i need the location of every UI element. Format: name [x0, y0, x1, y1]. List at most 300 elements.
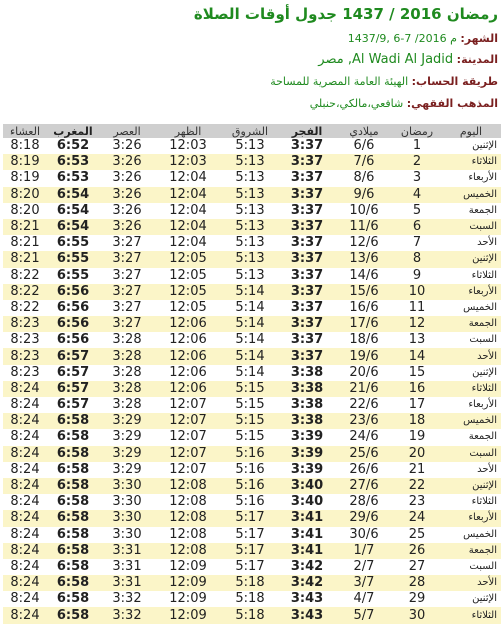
cell-ramadan-day: 13 [408, 332, 426, 348]
cell-ramadan-day: 20 [393, 446, 441, 462]
cell-day: الخميس [441, 413, 501, 429]
cell-day: الخميس [463, 301, 497, 313]
cell-gregorian-date: 12/6 [349, 235, 379, 251]
cell-maghrib: 6:58 [47, 575, 99, 591]
cell-sunrise: 5:13 [235, 202, 265, 218]
cell-gregorian-date: 27/6 [335, 478, 393, 494]
cell-gregorian-date: 25/6 [335, 446, 393, 462]
cell-sunrise: 5:14 [221, 348, 279, 364]
cell-gregorian-date: 11/6 [335, 219, 393, 235]
cell-day: الثلاثاء [441, 607, 501, 623]
table-row [3, 170, 501, 186]
cell-asr: 3:26 [112, 170, 142, 186]
cell-maghrib: 6:55 [56, 267, 90, 283]
cell-fajr: 3:39 [279, 446, 335, 462]
cell-sunrise: 5:16 [221, 446, 279, 462]
table-row [3, 348, 501, 364]
cell-sunrise: 5:13 [221, 187, 279, 203]
cell-sunrise: 5:13 [235, 267, 265, 283]
cell-asr: 3:29 [99, 446, 155, 462]
cell-ramadan-day: 19 [408, 429, 426, 445]
cell-maghrib: 6:53 [56, 170, 90, 186]
cell-fajr: 3:37 [290, 332, 324, 348]
cell-isha: 8:22 [10, 299, 40, 315]
cell-isha: 8:21 [10, 235, 40, 251]
cell-isha: 8:24 [10, 494, 40, 510]
cell-sunrise: 5:13 [221, 219, 279, 235]
madhab-label: المذهب الفقهي: [406, 97, 498, 110]
cell-dhuhr: 12:04 [169, 170, 207, 186]
cell-sunrise: 5:14 [235, 364, 265, 380]
cell-ramadan-day: 8 [393, 251, 441, 267]
month-value: 1437/9, 6-7 /2016 م [347, 32, 457, 45]
cell-maghrib: 6:52 [56, 138, 90, 154]
table-row [3, 591, 501, 607]
cell-fajr: 3:37 [290, 299, 324, 315]
city-value: Al Wadi Al Jadid, مصر [318, 52, 454, 67]
table-row [3, 462, 501, 478]
cell-isha: 8:21 [3, 251, 47, 267]
cell-fajr: 3:43 [279, 607, 335, 623]
cell-ramadan-day: 29 [408, 591, 426, 607]
cell-day: الإثنين [441, 478, 501, 494]
cell-dhuhr: 12:07 [169, 397, 207, 413]
cell-isha: 8:22 [10, 267, 40, 283]
cell-isha: 8:24 [3, 478, 47, 494]
cell-ramadan-day: 23 [408, 494, 426, 510]
cell-maghrib: 6:58 [56, 429, 90, 445]
cell-fajr: 3:41 [279, 543, 335, 559]
cell-ramadan-day: 12 [393, 316, 441, 332]
cell-fajr: 3:37 [279, 316, 335, 332]
cell-asr: 3:27 [99, 251, 155, 267]
cell-day: الأربعاء [468, 399, 497, 411]
cell-dhuhr: 12:07 [169, 461, 207, 477]
cell-sunrise: 5:18 [221, 575, 279, 591]
cell-asr: 3:27 [99, 284, 155, 300]
cell-fajr: 3:38 [290, 364, 324, 380]
cell-day: الخميس [441, 187, 501, 203]
cell-gregorian-date: 17/6 [335, 316, 393, 332]
cell-dhuhr: 12:04 [155, 187, 221, 203]
cell-day: الأربعاء [468, 172, 497, 184]
cell-dhuhr: 12:08 [169, 494, 207, 510]
cell-dhuhr: 12:08 [155, 543, 221, 559]
col-header-maghrib: المغرب [47, 124, 99, 138]
table-row [3, 268, 501, 284]
cell-dhuhr: 12:03 [169, 138, 207, 154]
cell-maghrib: 6:57 [56, 364, 90, 380]
table-row [3, 365, 501, 381]
cell-maghrib: 6:58 [47, 413, 99, 429]
cell-dhuhr: 12:07 [169, 429, 207, 445]
cell-fajr: 3:37 [290, 267, 324, 283]
cell-day: السبت [469, 560, 497, 572]
cell-maghrib: 6:58 [56, 526, 90, 542]
cell-sunrise: 5:13 [221, 154, 279, 170]
table-row [3, 251, 501, 267]
cell-maghrib: 6:56 [56, 299, 90, 315]
cell-fajr: 3:41 [279, 510, 335, 526]
cell-asr: 3:32 [99, 607, 155, 623]
cell-dhuhr: 12:05 [155, 284, 221, 300]
cell-day: الإثنين [472, 140, 497, 152]
table-row [3, 381, 501, 397]
table-body [3, 138, 501, 624]
cell-asr: 3:28 [112, 364, 142, 380]
cell-ramadan-day: 3 [412, 170, 422, 186]
cell-asr: 3:30 [99, 510, 155, 526]
cell-isha: 8:20 [3, 187, 47, 203]
cell-maghrib: 6:58 [47, 510, 99, 526]
col-header-isha: العشاء [3, 124, 47, 138]
cell-fajr: 3:38 [279, 381, 335, 397]
cell-day: الثلاثاء [471, 269, 497, 281]
cell-sunrise: 5:13 [235, 235, 265, 251]
cell-dhuhr: 12:09 [169, 591, 207, 607]
cell-ramadan-day: 7 [412, 235, 422, 251]
table-row [3, 478, 501, 494]
cell-sunrise: 5:14 [235, 332, 265, 348]
cell-fajr: 3:37 [279, 251, 335, 267]
cell-isha: 8:23 [10, 332, 40, 348]
cell-dhuhr: 12:06 [169, 332, 207, 348]
cell-fajr: 3:37 [279, 219, 335, 235]
cell-maghrib: 6:54 [47, 187, 99, 203]
cell-gregorian-date: 13/6 [335, 251, 393, 267]
cell-dhuhr: 12:04 [155, 219, 221, 235]
cell-fajr: 3:37 [290, 235, 324, 251]
cell-fajr: 3:42 [279, 575, 335, 591]
cell-asr: 3:27 [112, 235, 142, 251]
cell-ramadan-day: 28 [393, 575, 441, 591]
cell-asr: 3:29 [99, 413, 155, 429]
cell-gregorian-date: 29/6 [335, 510, 393, 526]
cell-isha: 8:21 [3, 219, 47, 235]
cell-dhuhr: 12:09 [155, 607, 221, 623]
cell-isha: 8:24 [3, 543, 47, 559]
cell-dhuhr: 12:06 [155, 316, 221, 332]
cell-ramadan-day: 15 [408, 364, 426, 380]
cell-fajr: 3:38 [290, 397, 324, 413]
cell-ramadan-day: 1 [412, 138, 422, 154]
cell-isha: 8:24 [3, 413, 47, 429]
cell-gregorian-date: 20/6 [349, 364, 379, 380]
table-row [3, 559, 501, 575]
col-header-dhuhr: الظهر [155, 124, 221, 138]
cell-gregorian-date: 1/7 [335, 543, 393, 559]
method-value: الهيئة العامة المصرية للمساحة [270, 75, 409, 88]
cell-fajr: 3:39 [290, 429, 324, 445]
cell-sunrise: 5:15 [235, 397, 265, 413]
cell-isha: 8:23 [10, 364, 40, 380]
cell-sunrise: 5:16 [235, 494, 265, 510]
cell-dhuhr: 12:05 [155, 251, 221, 267]
cell-gregorian-date: 30/6 [349, 526, 379, 542]
cell-gregorian-date: 21/6 [335, 381, 393, 397]
cell-asr: 3:31 [99, 575, 155, 591]
cell-maghrib: 6:54 [56, 202, 90, 218]
table-row [3, 219, 501, 235]
cell-asr: 3:26 [112, 202, 142, 218]
cell-gregorian-date: 18/6 [349, 332, 379, 348]
method-info [6, 74, 498, 90]
cell-day: الأحد [441, 348, 501, 364]
cell-fajr: 3:37 [290, 138, 324, 154]
cell-ramadan-day: 26 [393, 543, 441, 559]
cell-dhuhr: 12:06 [169, 364, 207, 380]
cell-day: الخميس [463, 528, 497, 540]
col-header-gregorian: ميلادي [335, 124, 393, 138]
cell-ramadan-day: 30 [393, 607, 441, 623]
cell-ramadan-day: 16 [393, 381, 441, 397]
cell-dhuhr: 12:05 [169, 299, 207, 315]
cell-gregorian-date: 2/7 [353, 558, 375, 574]
cell-asr: 3:32 [112, 591, 142, 607]
cell-isha: 8:23 [3, 348, 47, 364]
cell-isha: 8:24 [10, 397, 40, 413]
cell-ramadan-day: 11 [408, 299, 426, 315]
table-row [3, 429, 501, 445]
cell-asr: 3:30 [112, 526, 142, 542]
cell-asr: 3:27 [112, 299, 142, 315]
cell-maghrib: 6:58 [47, 607, 99, 623]
cell-gregorian-date: 24/6 [349, 429, 379, 445]
cell-asr: 3:27 [99, 316, 155, 332]
cell-fajr: 3:37 [279, 284, 335, 300]
table-row [3, 446, 501, 462]
cell-fajr: 3:37 [279, 187, 335, 203]
cell-fajr: 3:43 [290, 591, 324, 607]
cell-sunrise: 5:16 [235, 461, 265, 477]
cell-sunrise: 5:13 [235, 138, 265, 154]
cell-gregorian-date: 15/6 [335, 284, 393, 300]
cell-day: الجمعة [468, 431, 497, 443]
cell-dhuhr: 12:04 [169, 235, 207, 251]
cell-isha: 8:24 [3, 446, 47, 462]
cell-asr: 3:26 [112, 138, 142, 154]
cell-ramadan-day: 5 [412, 202, 422, 218]
cell-day: الثلاثاء [441, 154, 501, 170]
cell-fajr: 3:42 [290, 558, 324, 574]
table-row [3, 575, 501, 591]
cell-dhuhr: 12:07 [155, 446, 221, 462]
cell-sunrise: 5:15 [235, 429, 265, 445]
table-row [3, 300, 501, 316]
cell-fajr: 3:41 [290, 526, 324, 542]
cell-isha: 8:18 [10, 138, 40, 154]
cell-gregorian-date: 5/7 [335, 607, 393, 623]
cell-ramadan-day: 10 [393, 284, 441, 300]
cell-asr: 3:28 [112, 332, 142, 348]
cell-asr: 3:29 [112, 461, 142, 477]
table-header-row [3, 124, 501, 138]
table-row [3, 203, 501, 219]
cell-day: السبت [441, 446, 501, 462]
cell-isha: 8:24 [3, 381, 47, 397]
cell-day: الثلاثاء [441, 381, 501, 397]
cell-maghrib: 6:58 [47, 446, 99, 462]
cell-isha: 8:24 [10, 429, 40, 445]
cell-sunrise: 5:16 [221, 478, 279, 494]
cell-dhuhr: 12:05 [169, 267, 207, 283]
cell-sunrise: 5:18 [221, 607, 279, 623]
table-row [3, 332, 501, 348]
cell-asr: 3:28 [99, 381, 155, 397]
cell-asr: 3:26 [99, 187, 155, 203]
cell-ramadan-day: 4 [393, 187, 441, 203]
month-info [6, 31, 498, 47]
cell-fajr: 3:37 [290, 202, 324, 218]
cell-ramadan-day: 9 [412, 267, 422, 283]
cell-day: الأحد [477, 463, 497, 475]
cell-asr: 3:28 [99, 348, 155, 364]
cell-fajr: 3:40 [279, 478, 335, 494]
cell-isha: 8:22 [3, 284, 47, 300]
cell-dhuhr: 12:08 [169, 526, 207, 542]
cell-sunrise: 5:17 [221, 543, 279, 559]
table-row [3, 187, 501, 203]
cell-isha: 8:19 [10, 170, 40, 186]
cell-sunrise: 5:14 [235, 299, 265, 315]
cell-gregorian-date: 28/6 [349, 494, 379, 510]
cell-maghrib: 6:56 [47, 284, 99, 300]
cell-day: الإثنين [472, 593, 497, 605]
cell-ramadan-day: 14 [393, 348, 441, 364]
cell-dhuhr: 12:07 [155, 413, 221, 429]
cell-fajr: 3:39 [290, 461, 324, 477]
cell-dhuhr: 12:09 [155, 575, 221, 591]
madhab-value: شافعي،مالكي،حنبلي [309, 97, 404, 110]
cell-sunrise: 5:13 [221, 251, 279, 267]
cell-fajr: 3:37 [279, 348, 335, 364]
cell-dhuhr: 12:06 [155, 348, 221, 364]
cell-dhuhr: 12:03 [155, 154, 221, 170]
cell-day: الجمعة [468, 204, 497, 216]
cell-sunrise: 5:17 [235, 558, 265, 574]
cell-isha: 8:24 [10, 591, 40, 607]
table-row [3, 154, 501, 170]
cell-ramadan-day: 22 [393, 478, 441, 494]
cell-sunrise: 5:15 [221, 413, 279, 429]
col-header-fajr: الفجر [279, 124, 335, 138]
cell-dhuhr: 12:08 [155, 510, 221, 526]
cell-asr: 3:31 [99, 543, 155, 559]
cell-gregorian-date: 23/6 [335, 413, 393, 429]
cell-gregorian-date: 7/6 [335, 154, 393, 170]
cell-ramadan-day: 2 [393, 154, 441, 170]
cell-maghrib: 6:58 [56, 494, 90, 510]
table-row [3, 527, 501, 543]
table-row [3, 510, 501, 526]
cell-sunrise: 5:15 [221, 381, 279, 397]
cell-isha: 8:24 [10, 558, 40, 574]
cell-maghrib: 6:53 [47, 154, 99, 170]
cell-asr: 3:29 [112, 429, 142, 445]
table-row [3, 397, 501, 413]
col-header-ramadan: رمضان [393, 124, 441, 138]
cell-isha: 8:24 [3, 607, 47, 623]
cell-sunrise: 5:14 [221, 284, 279, 300]
cell-ramadan-day: 21 [408, 461, 426, 477]
cell-day: الإثنين [441, 251, 501, 267]
table-row [3, 284, 501, 300]
cell-maghrib: 6:57 [47, 348, 99, 364]
cell-isha: 8:24 [10, 461, 40, 477]
cell-dhuhr: 12:06 [155, 381, 221, 397]
cell-fajr: 3:37 [290, 170, 324, 186]
cell-maghrib: 6:58 [56, 461, 90, 477]
cell-day: السبت [441, 219, 501, 235]
cell-asr: 3:26 [99, 219, 155, 235]
cell-isha: 8:24 [3, 510, 47, 526]
cell-day: السبت [469, 334, 497, 346]
cell-ramadan-day: 17 [408, 397, 426, 413]
cell-day: الجمعة [441, 543, 501, 559]
cell-maghrib: 6:58 [56, 558, 90, 574]
cell-day: الأربعاء [441, 510, 501, 526]
table-row [3, 413, 501, 429]
cell-asr: 3:31 [112, 558, 142, 574]
cell-gregorian-date: 22/6 [349, 397, 379, 413]
table-row [3, 543, 501, 559]
city-info [6, 52, 498, 68]
cell-ramadan-day: 18 [393, 413, 441, 429]
cell-sunrise: 5:17 [221, 510, 279, 526]
cell-fajr: 3:38 [279, 413, 335, 429]
cell-fajr: 3:37 [279, 154, 335, 170]
cell-gregorian-date: 6/6 [353, 138, 375, 154]
cell-dhuhr: 12:09 [169, 558, 207, 574]
cell-asr: 3:30 [112, 494, 142, 510]
cell-maghrib: 6:58 [47, 478, 99, 494]
cell-maghrib: 6:54 [47, 219, 99, 235]
cell-dhuhr: 12:08 [155, 478, 221, 494]
cell-gregorian-date: 26/6 [349, 461, 379, 477]
cell-ramadan-day: 25 [408, 526, 426, 542]
cell-isha: 8:23 [3, 316, 47, 332]
cell-asr: 3:26 [99, 154, 155, 170]
cell-gregorian-date: 3/7 [335, 575, 393, 591]
cell-gregorian-date: 10/6 [349, 202, 379, 218]
cell-isha: 8:20 [10, 202, 40, 218]
col-header-asr: العصر [99, 124, 155, 138]
cell-gregorian-date: 4/7 [353, 591, 375, 607]
cell-day: الأربعاء [441, 284, 501, 300]
cell-gregorian-date: 8/6 [353, 170, 375, 186]
table-row [3, 316, 501, 332]
table-row [3, 235, 501, 251]
cell-maghrib: 6:55 [47, 251, 99, 267]
cell-maghrib: 6:58 [47, 543, 99, 559]
cell-day: الإثنين [472, 366, 497, 378]
cell-isha: 8:19 [3, 154, 47, 170]
cell-maghrib: 6:57 [47, 381, 99, 397]
cell-maghrib: 6:58 [56, 591, 90, 607]
table-row [3, 607, 501, 623]
cell-asr: 3:30 [99, 478, 155, 494]
cell-maghrib: 6:56 [56, 332, 90, 348]
cell-maghrib: 6:56 [47, 316, 99, 332]
table-row [3, 138, 501, 154]
cell-gregorian-date: 19/6 [335, 348, 393, 364]
cell-isha: 8:24 [10, 526, 40, 542]
col-header-sunrise: الشروق [221, 124, 279, 138]
prayer-times-table [3, 124, 501, 624]
cell-day: الجمعة [441, 316, 501, 332]
cell-day: الأحد [441, 575, 501, 591]
page-title: رمضان 2016 / 1437 جدول أوقات الصلاة [193, 5, 498, 23]
